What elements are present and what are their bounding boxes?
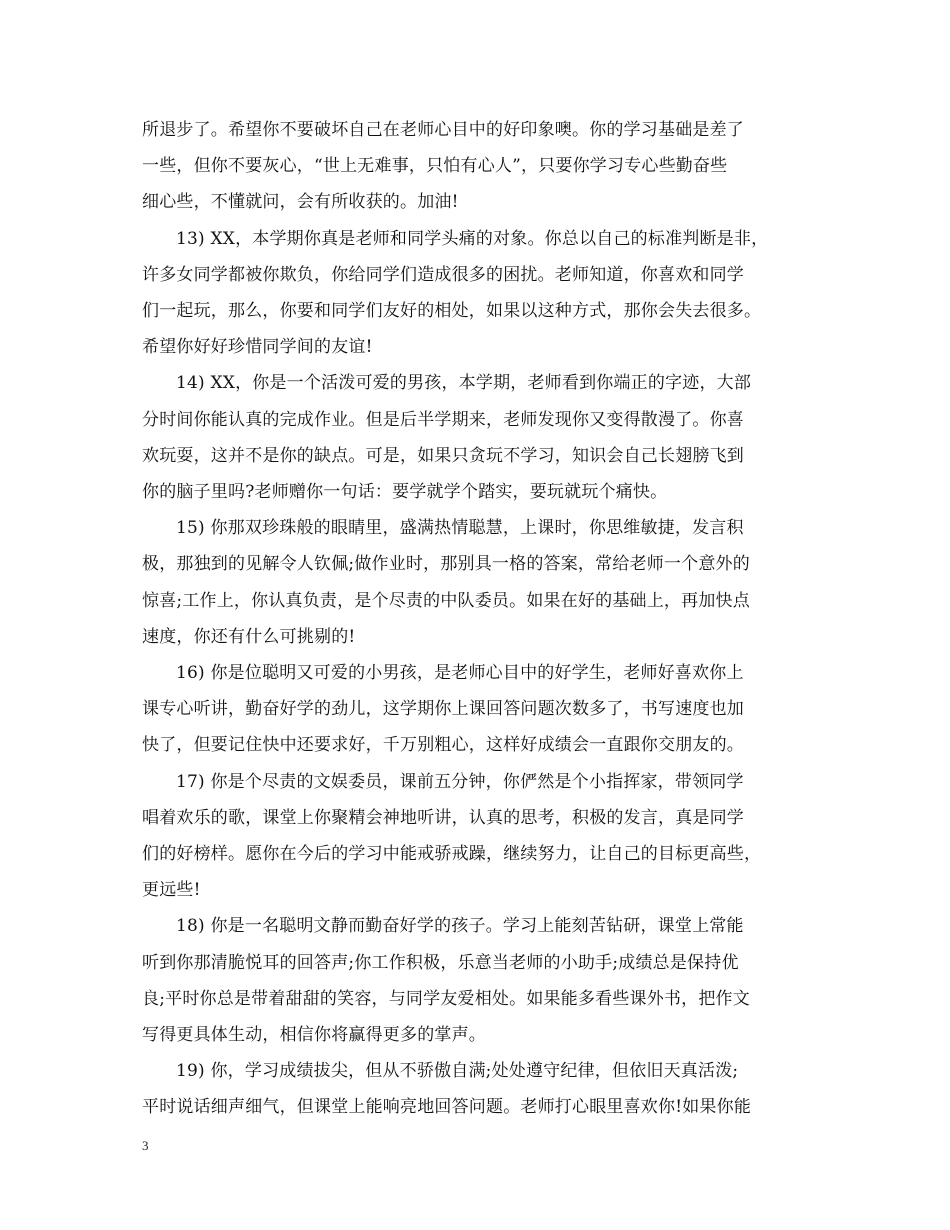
- paragraph-15: 15) 你那双珍珠般的眼睛里，盛满热情聪慧，上课时，你思维敏捷，发言积 极，那独到的见解令人钦佩;做作业时，那别具一格的答案，常给老师一个意外的 惊喜;工作上，你认真负责，是个尽责的中队委员。如果在好的基础上，再加快点 速度，你还有什么可挑剔的!: [142, 518, 750, 647]
- document-body: [142, 112, 826, 1126]
- page-number: 3: [142, 1138, 149, 1153]
- paragraph-continuation: 所退步了。希望你不要破坏自己在老师心目中的好印象噢。你的学习基础是差了 一些，但你不要灰心，“世上无难事，只怕有心人”，只要你学习专心些勤奋些 细心些，不懂就问，会有所收获的。加油!: [142, 120, 744, 213]
- paragraph-18: 18) 你是一名聪明文静而勤奋好学的孩子。学习上能刻苦钻研，课堂上常能 听到你那清脆悦耳的回答声;你工作积极，乐意当老师的小助手;成绩总是保持优 良;平时你总是带着甜甜的笑容，与同学友爱相处。如果能多看些课外书，把作文 写得更具体生动，相信你将赢得更多的掌声。: [142, 916, 750, 1046]
- paragraph-17: 17) 你是个尽责的文娱委员，课前五分钟，你俨然是个小指挥家，带领同学 唱着欢乐的歌，课堂上你聚精会神地听讲，认真的思考，积极的发言，真是同学 们的好榜样。愿你在今后的学习中能戒骄戒躁，继续努力，让自己的目标更高些， 更远些!: [142, 771, 762, 901]
- paragraph-14: 14) XX，你是一个活泼可爱的男孩，本学期，老师看到你端正的字迹，大部 分时间你能认真的完成作业。但是后半学期来，老师发现你又变得散漫了。你喜 欢玩耍，这并不是你的缺点。可是，如果只贪玩不学习，知识会自己长翅膀飞到 你的脑子里吗?老师赠你一句话：要学就学个踏实，要玩就玩个痛快。: [142, 373, 752, 503]
- paragraph-19: 19) 你，学习成绩拔尖，但从不骄傲自满;处处遵守纪律，但依旧天真活泼; 平时说话细声细气，但课堂上能响亮地回答问题。老师打心眼里喜欢你!如果你能: [142, 1061, 752, 1118]
- paragraph-16: 16) 你是位聪明又可爱的小男孩，是老师心目中的好学生，老师好喜欢你上 课专心听讲，勤奋好学的劲儿，这学期你上课回答问题次数多了，书写速度也加 快了，但要记住快中还要求好，千万别粗心，这样好成绩会一直跟你交朋友的。: [142, 663, 744, 756]
- paragraph-13: 13) XX，本学期你真是老师和同学头痛的对象。你总以自己的标准判断是非， 许多女同学都被你欺负，你给同学们造成很多的困扰。老师知道，你喜欢和同学 们一起玩，那么，你要和同学们友好的相处，如果以这种方式，那你会失去很多。 希望你好好珍惜同学间的友谊!: [142, 228, 769, 358]
